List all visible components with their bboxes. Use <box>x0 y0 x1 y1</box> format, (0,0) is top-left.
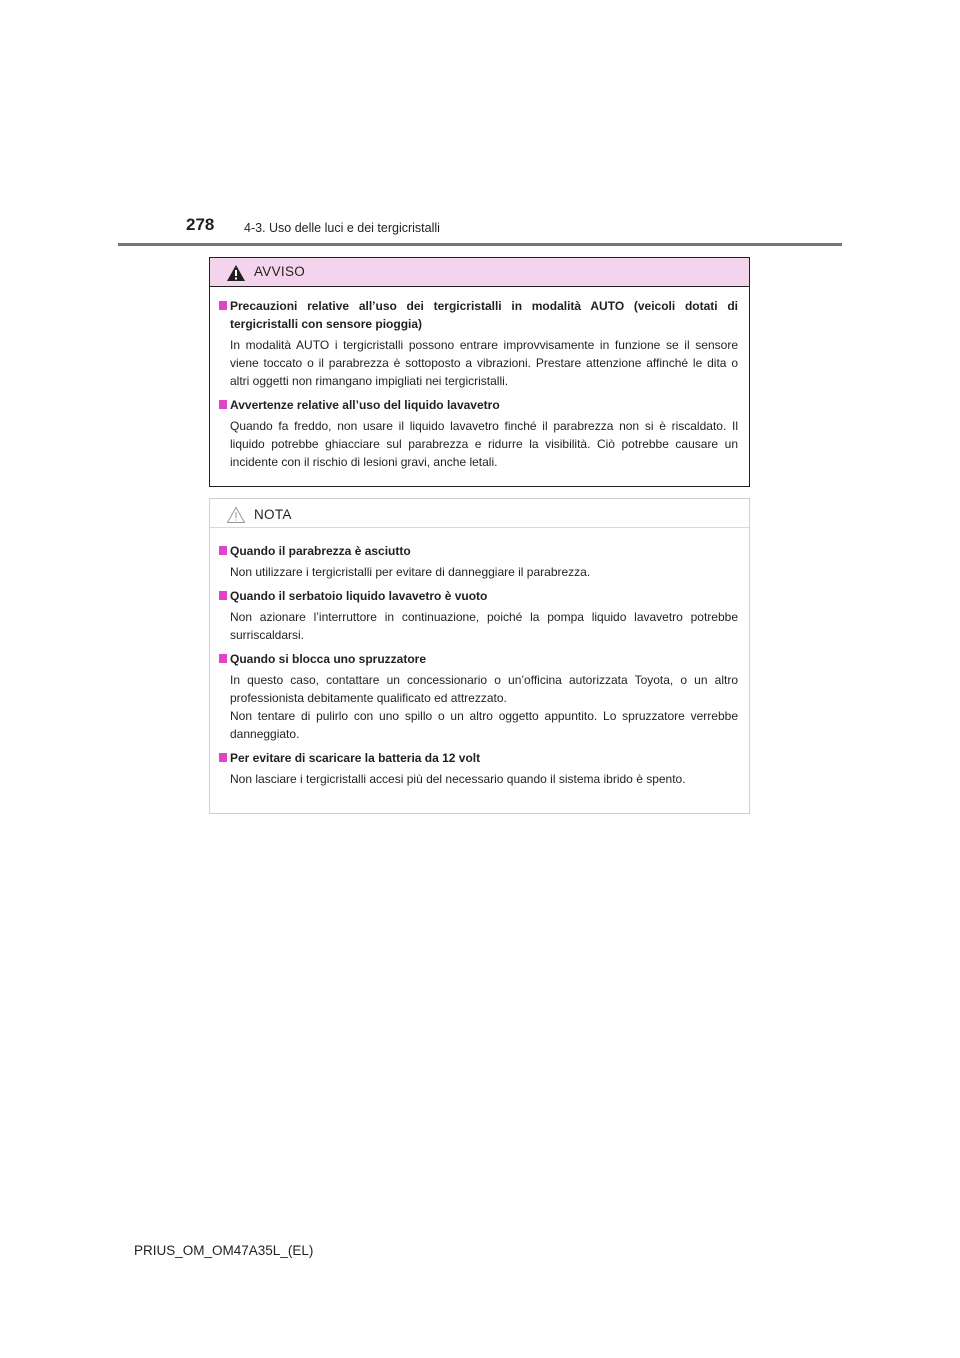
note-item-title: Quando il parabrezza è asciutto <box>220 542 738 560</box>
bullet-square-icon <box>219 400 227 409</box>
caution-triangle-icon <box>226 506 246 524</box>
bullet-square-icon <box>219 546 227 555</box>
bullet-square-icon <box>219 301 227 310</box>
note-item-title: Quando si blocca uno spruzzatore <box>220 650 738 668</box>
bullet-square-icon <box>219 753 227 762</box>
warning-item-title: Precauzioni relative all’uso dei tergicristalli in modalità AUTO (veicoli dotati di tergicristalli con sensore pioggia) <box>220 297 738 333</box>
note-item-text: Non azionare l’interruttore in continuazione, poiché la pompa liquido lavavetro potrebbe surriscaldarsi. <box>230 610 738 642</box>
note-item <box>220 542 738 581</box>
note-item-text: Non utilizzare i tergicristalli per evitare di danneggiare il parabrezza. <box>230 565 591 579</box>
note-box-body <box>210 528 749 788</box>
page-number: 278 <box>186 215 215 234</box>
bullet-square-icon <box>219 654 227 663</box>
warning-item <box>220 297 738 390</box>
warning-box-header <box>210 258 749 287</box>
note-item-title: Quando il serbatoio liquido lavavetro è vuoto <box>220 587 738 605</box>
warning-triangle-icon <box>226 264 246 282</box>
warning-item <box>220 396 738 471</box>
warning-label: AVVISO <box>254 264 306 279</box>
note-item <box>220 749 738 788</box>
document-code: PRIUS_OM_OM47A35L_(EL) <box>134 1243 314 1258</box>
note-box-header <box>210 499 749 528</box>
note-box <box>209 498 750 814</box>
warning-box-body <box>210 287 749 471</box>
note-item <box>220 587 738 644</box>
note-item-text: Non lasciare i tergicristalli accesi più del necessario quando il sistema ibrido è spento. <box>230 772 686 786</box>
header-rule <box>118 243 842 246</box>
warning-item-text: In modalità AUTO i tergicristalli possono entrare improvvisamente in funzione se il sensore viene toccato o il parabrezza è sottoposto a vibrazioni. Prestare attenzione affinché le dita o altri oggetti non rimangano impigliati nei tergicristalli. <box>230 338 738 388</box>
warning-item-title: Avvertenze relative all’uso del liquido lavavetro <box>220 396 738 414</box>
note-item-text: In questo caso, contattare un concessionario o un’officina autorizzata Toyota, o un altro professionista debitamente qualificato ed attrezzato. Non tentare di pulirlo con uno spillo o un altro oggetto appuntito. Lo spruzzatore verrebbe danneggiato. <box>230 673 738 741</box>
note-item <box>220 650 738 743</box>
section-title: 4-3. Uso delle luci e dei tergicristalli <box>244 221 440 235</box>
bullet-square-icon <box>219 591 227 600</box>
warning-box <box>209 257 750 487</box>
warning-item-text: Quando fa freddo, non usare il liquido lavavetro finché il parabrezza non si è riscaldato. Il liquido potrebbe ghiacciare sul parabrezza e ridurre la visibilità. Ciò potrebbe causare un incidente con il rischio di lesioni gravi, anche letali. <box>230 419 738 469</box>
note-item-title: Per evitare di scaricare la batteria da 12 volt <box>220 749 738 767</box>
note-label: NOTA <box>254 507 292 522</box>
